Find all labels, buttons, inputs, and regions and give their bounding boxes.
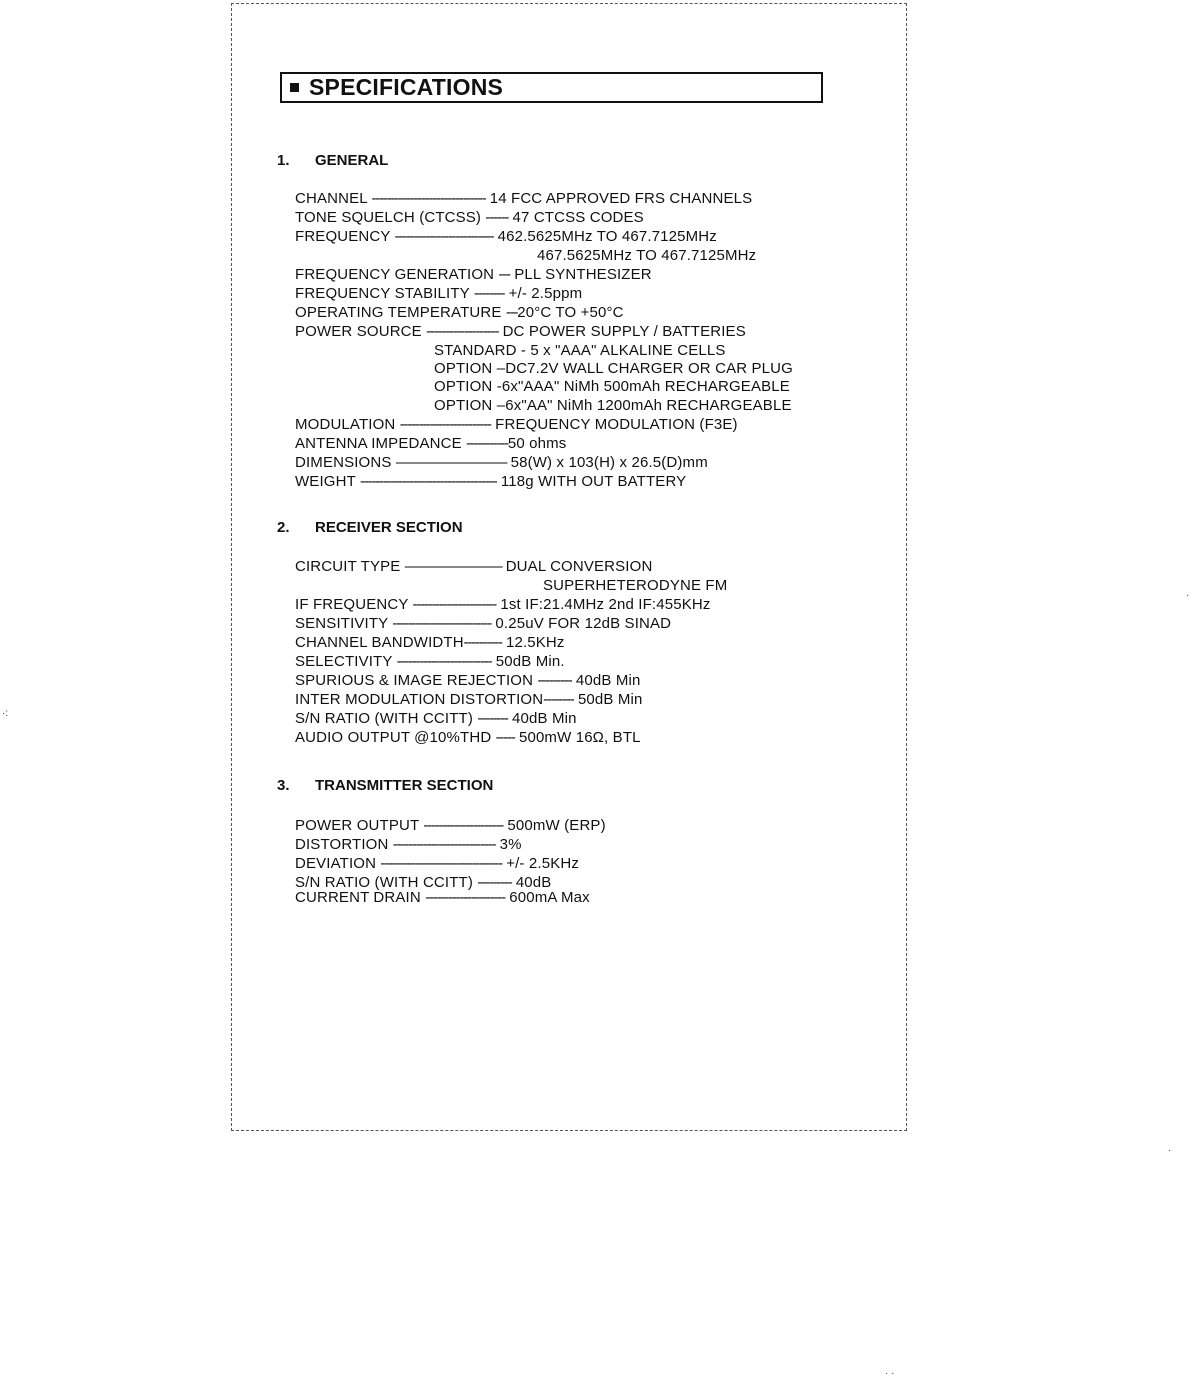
spec-value: 500mW 16Ω, BTL: [518, 729, 641, 746]
spec-row-antenna-impedance: [295, 434, 566, 453]
spec-value: FREQUENCY MODULATION (F3E): [495, 416, 738, 433]
spec-value: 600mA Max: [509, 889, 590, 906]
spec-value: DC POWER SUPPLY / BATTERIES: [502, 323, 746, 340]
spec-value: 47 CTCSS CODES: [512, 209, 644, 226]
spec-leader: ---------: [477, 874, 512, 891]
spec-continuation: OPTION –DC7.2V WALL CHARGER OR CAR PLUG: [434, 360, 793, 377]
spec-continuation: SUPERHETERODYNE FM: [543, 577, 728, 594]
spec-value: 20°C TO +50°C: [517, 304, 624, 321]
spec-continuation: STANDARD - 5 x "AAA" ALKALINE CELLS: [434, 342, 726, 359]
spec-row-frequency: [295, 227, 717, 246]
spec-value: DUAL CONVERSION: [505, 558, 653, 575]
scan-speck: ·: [1168, 1145, 1172, 1156]
spec-label: IF FREQUENCY: [295, 596, 409, 613]
spec-row-channel-bandwidth: [295, 633, 565, 652]
spec-label: POWER SOURCE: [295, 323, 422, 340]
spec-row-selectivity: [295, 652, 565, 671]
spec-leader: -----------: [466, 435, 508, 452]
spec-label: S/N RATIO (WITH CCITT): [295, 874, 473, 891]
spec-value: 462.5625MHz TO 467.7125MHz: [497, 228, 717, 245]
spec-row-intermodulation: [295, 690, 643, 709]
spec-label: DISTORTION: [295, 836, 389, 853]
spec-row-distortion: [295, 835, 522, 854]
spec-row-frequency-stability: [295, 284, 582, 303]
spec-leader: ------------------------: [399, 416, 491, 433]
spec-value: 50 ohms: [507, 435, 567, 452]
spec-value: 40dB Min: [575, 672, 641, 689]
spec-value: 40dB: [515, 874, 552, 891]
spec-leader: --------------------------: [394, 228, 494, 245]
spec-leader: ———————: [404, 558, 502, 575]
spec-label: CHANNEL: [295, 190, 368, 207]
spec-row-if-frequency: [295, 595, 710, 614]
section-heading-receiver: [277, 519, 463, 536]
spec-row-sensitivity: [295, 614, 671, 633]
spec-leader: ---------------------: [425, 889, 505, 906]
spec-label: ANTENNA IMPEDANCE: [295, 435, 462, 452]
spec-continuation: OPTION –6x"AA" NiMh 1200mAh RECHARGEABLE: [434, 397, 792, 414]
section-heading-general: [277, 152, 388, 169]
spec-label: FREQUENCY GENERATION: [295, 266, 495, 283]
spec-leader: --------: [477, 710, 508, 727]
spec-label: DIMENSIONS: [295, 454, 392, 471]
spec-value: 40dB Min: [512, 710, 577, 727]
spec-row-circuit-type: [295, 557, 652, 576]
spec-row-channel: [295, 189, 752, 208]
spec-leader: ---: [505, 304, 518, 321]
spec-label: WEIGHT: [295, 473, 356, 490]
spec-value: 14 FCC APPROVED FRS CHANNELS: [489, 190, 753, 207]
spec-value: 50dB Min.: [495, 653, 565, 670]
spec-label: INTER MODULATION DISTORTION: [295, 691, 544, 708]
section-heading-transmitter: [277, 777, 493, 794]
section-number: 1.: [277, 152, 290, 169]
spec-row-power-source: [295, 322, 746, 341]
spec-leader: ------------------------------: [371, 190, 486, 207]
spec-label: TONE SQUELCH (CTCSS): [295, 209, 482, 226]
spec-label: AUDIO OUTPUT @10%THD: [295, 729, 492, 746]
spec-leader: ------------------------------------: [359, 473, 497, 490]
spec-leader: ---------------------: [423, 817, 504, 834]
spec-label: FREQUENCY: [295, 228, 391, 245]
spec-row-operating-temperature: [295, 303, 624, 322]
spec-row-weight: [295, 472, 686, 491]
section-title: GENERAL: [315, 152, 389, 169]
spec-value: 0.25uV FOR 12dB SINAD: [495, 615, 672, 632]
spec-label: OPERATING TEMPERATURE: [295, 304, 502, 321]
spec-leader: --------------------------: [392, 615, 492, 632]
spec-leader: ---: [498, 266, 510, 283]
spec-label: FREQUENCY STABILITY: [295, 285, 470, 302]
spec-value: PLL SYNTHESIZER: [514, 266, 652, 283]
spec-row-audio-output: [295, 728, 641, 747]
spec-leader: ---------------------------: [392, 836, 496, 853]
spec-leader: --------: [543, 691, 574, 708]
spec-row-modulation: [295, 415, 738, 434]
spec-label: S/N RATIO (WITH CCITT): [295, 710, 473, 727]
spec-label: POWER OUTPUT: [295, 817, 420, 834]
spec-row-deviation: [295, 854, 579, 873]
spec-row-tone-squelch: [295, 208, 644, 227]
spec-value: 50dB Min: [577, 691, 643, 708]
section-title: TRANSMITTER SECTION: [315, 777, 494, 794]
page-title: SPECIFICATIONS: [309, 74, 504, 100]
spec-row-frequency-generation: [295, 265, 652, 284]
spec-value: +/- 2.5KHz: [506, 855, 579, 872]
spec-leader: --------------------------------: [380, 855, 502, 872]
spec-value: 118g WITH OUT BATTERY: [500, 473, 687, 490]
square-bullet-icon: [290, 83, 299, 92]
section-number: 2.: [277, 519, 290, 536]
spec-leader: ----------------------: [412, 596, 497, 613]
section-title: RECEIVER SECTION: [315, 519, 463, 536]
spec-row-current-drain: [295, 888, 590, 907]
scan-speck: ·: [1186, 590, 1190, 601]
spec-row-sn-ratio-rx: [295, 709, 577, 728]
spec-leader: ----------: [463, 634, 502, 651]
spec-value: 12.5KHz: [505, 634, 565, 651]
spec-value: 3%: [499, 836, 522, 853]
spec-leader: --------: [473, 285, 505, 302]
spec-label: SENSITIVITY: [295, 615, 389, 632]
spec-label: MODULATION: [295, 416, 396, 433]
title-box: [280, 72, 823, 103]
spec-label: DEVIATION: [295, 855, 377, 872]
spec-row-power-output: [295, 816, 606, 835]
spec-leader: ---------: [537, 672, 572, 689]
spec-continuation: OPTION -6x"AAA" NiMh 500mAh RECHARGEABLE: [434, 378, 790, 395]
spec-value: 500mW (ERP): [507, 817, 606, 834]
spec-row-dimensions: [295, 453, 708, 472]
section-number: 3.: [277, 777, 290, 794]
spec-label: SPURIOUS & IMAGE REJECTION: [295, 672, 534, 689]
spec-value: 58(W) x 103(H) x 26.5(D)mm: [510, 454, 708, 471]
spec-continuation: 467.5625MHz TO 467.7125MHz: [537, 247, 757, 264]
spec-label: CIRCUIT TYPE: [295, 558, 401, 575]
scan-speck: · ·: [885, 1368, 895, 1379]
spec-row-spurious-rejection: [295, 671, 641, 690]
spec-label: CURRENT DRAIN: [295, 889, 421, 906]
spec-leader: -----: [495, 729, 515, 746]
spec-leader: -------------------: [426, 323, 499, 340]
spec-value: 1st IF:21.4MHz 2nd IF:455KHz: [500, 596, 711, 613]
spec-label: SELECTIVITY: [295, 653, 393, 670]
spec-label: CHANNEL BANDWIDTH: [295, 634, 464, 651]
spec-leader: -------------------------: [396, 653, 492, 670]
spec-leader: ------: [485, 209, 509, 226]
spec-value: +/- 2.5ppm: [508, 285, 583, 302]
scan-speck: ·:: [2, 708, 9, 719]
spec-leader: ————————: [395, 454, 507, 471]
